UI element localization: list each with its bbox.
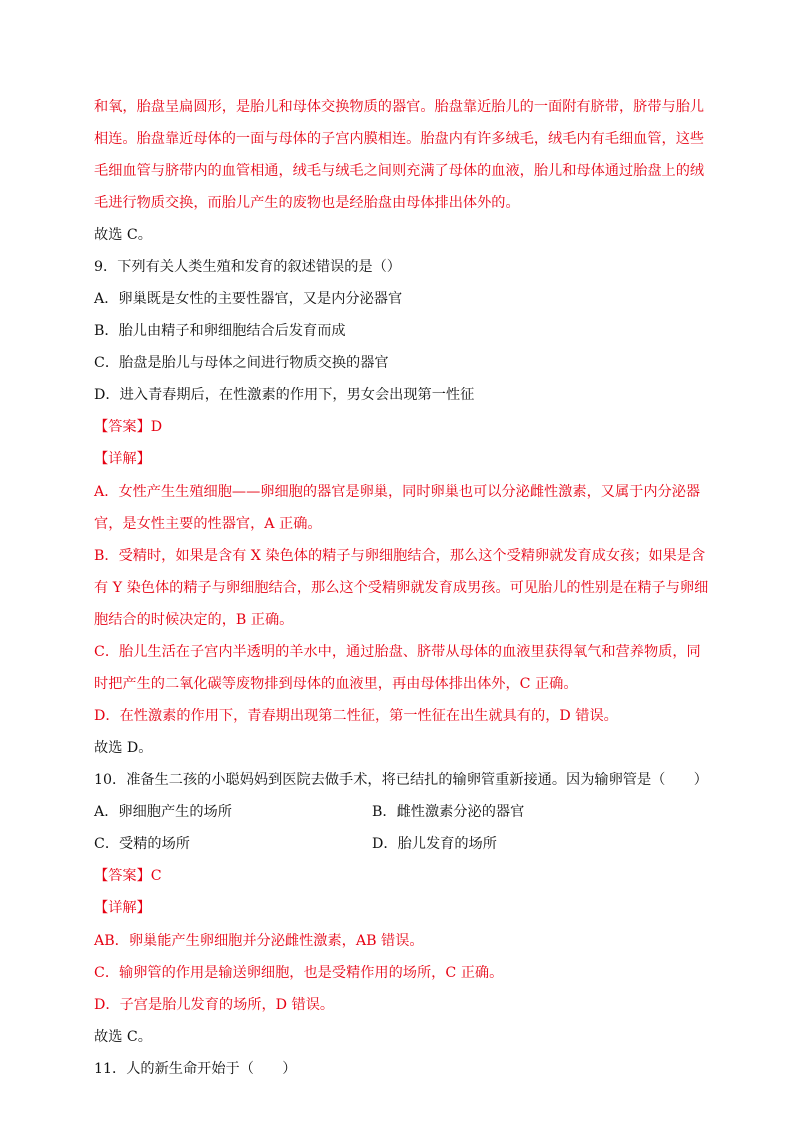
answer-value: C — [150, 868, 162, 884]
conclusion: 故选 C。 — [94, 227, 152, 243]
question-9-detail-label: 【详解】 — [94, 451, 151, 467]
detail-line: 官，是女性主要的性器官，A 正确。 — [94, 516, 322, 532]
document-page — [94, 92, 714, 1084]
answer-value: D — [150, 419, 163, 435]
detail-line: C．输卵管的作用是输送卵细胞，也是受精作用的场所，C 正确。 — [94, 965, 504, 981]
explanation-line: 毛进行物质交换，而胎儿产生的废物也是经胎盘由母体排出体外的。 — [94, 195, 520, 211]
answer-label: 【答案】 — [94, 419, 151, 435]
question-10-options-row — [94, 829, 714, 859]
question-10-answer — [94, 861, 714, 891]
detail-line: D．子宫是胎儿发育的场所，D 错误。 — [94, 997, 335, 1013]
question-10-stem: 10．准备生二孩的小聪妈妈到医院去做手术，将已结扎的输卵管重新接通。因为输卵管是（ ） — [94, 772, 708, 788]
question-9-answer — [94, 412, 714, 442]
question-9-option-a: A．卵巢既是女性的主要性器官，又是内分泌器官 — [94, 291, 403, 307]
question-10-option-b: B．雌性激素分泌的器官 — [372, 804, 525, 820]
explanation-line: 毛细血管与脐带内的血管相通，绒毛与绒毛之间则充满了母体的血液，胎儿和母体通过胎盘上的绒 — [94, 163, 705, 179]
question-10-options-row — [94, 797, 714, 827]
question-11-stem: 11．人的新生命开始于（ ） — [94, 1061, 297, 1077]
conclusion: 故选 D。 — [94, 740, 153, 756]
question-9-option-c: C．胎盘是胎儿与母体之间进行物质交换的器官 — [94, 355, 389, 371]
detail-line: 时把产生的二氧化碳等废物排到母体的血液里，再由母体排出体外，C 正确。 — [94, 676, 578, 692]
explanation-line: 相连。胎盘靠近母体的一面与母体的子宫内膜相连。胎盘内有许多绒毛，绒毛内有毛细血管，这些 — [94, 131, 705, 147]
detail-line: A．女性产生生殖细胞——卵细胞的器官是卵巢，同时卵巢也可以分泌雌性激素，又属于内分泌器 — [94, 484, 701, 500]
detail-line: C．胎儿生活在子宫内半透明的羊水中，通过胎盘、脐带从母体的血液里获得氧气和营养物质，同 — [94, 644, 701, 660]
question-10-option-c: C．受精的场所 — [94, 836, 190, 852]
answer-label: 【答案】 — [94, 868, 151, 884]
detail-line: 胞结合的时候决定的，B 正确。 — [94, 612, 294, 628]
detail-line: AB．卵巢能产生卵细胞并分泌雌性激素，AB 错误。 — [94, 933, 424, 949]
question-9-option-b: B．胎儿由精子和卵细胞结合后发育而成 — [94, 323, 346, 339]
detail-line: D．在性激素的作用下，青春期出现第二性征，第一性征在出生就具有的，D 错误。 — [94, 708, 618, 724]
question-10-detail-label: 【详解】 — [94, 900, 151, 916]
question-10-option-a: A．卵细胞产生的场所 — [94, 804, 232, 820]
detail-line: B．受精时，如果是含有 X 染色体的精子与卵细胞结合，那么这个受精卵就发育成女孩；如果是含 — [94, 548, 706, 564]
conclusion: 故选 C。 — [94, 1029, 152, 1045]
detail-line: 有 Y 染色体的精子与卵细胞结合，那么这个受精卵就发育成男孩。可见胎儿的性别是在精子与卵细 — [94, 580, 709, 596]
question-9-option-d: D．进入青春期后，在性激素的作用下，男女会出现第一性征 — [94, 387, 475, 403]
explanation-line: 和氧，胎盘呈扁圆形，是胎儿和母体交换物质的器官。胎盘靠近胎儿的一面附有脐带，脐带与胎儿 — [94, 99, 705, 115]
question-10-option-d: D．胎儿发育的场所 — [372, 836, 497, 852]
question-9-stem: 9．下列有关人类生殖和发育的叙述错误的是（） — [94, 259, 401, 275]
